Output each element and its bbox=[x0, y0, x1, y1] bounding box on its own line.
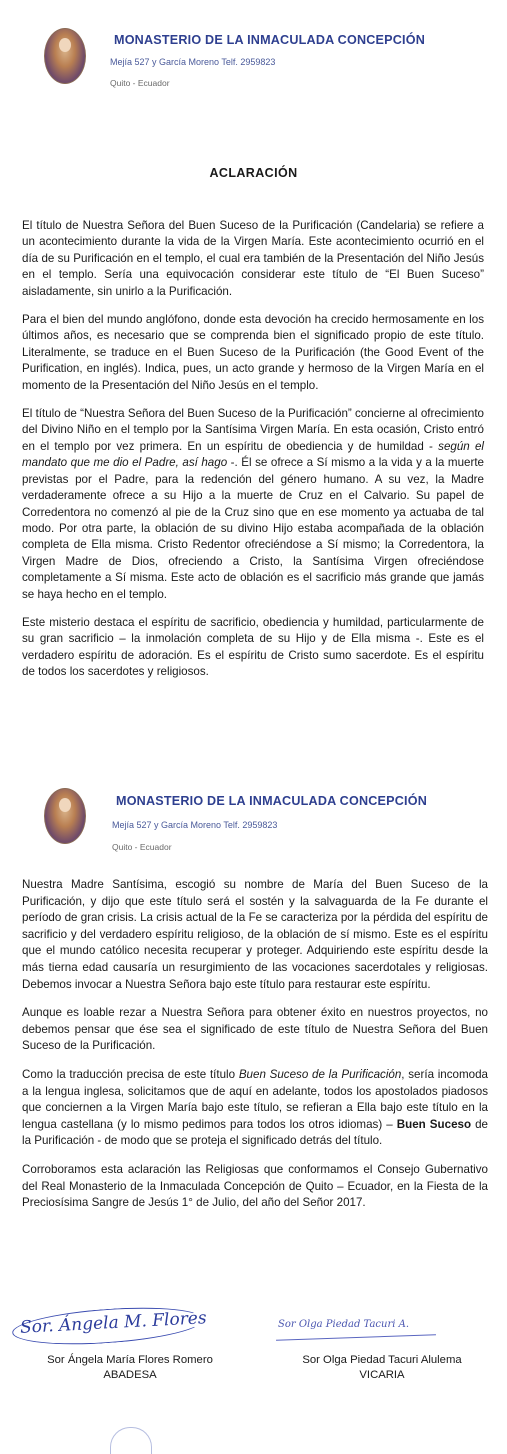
handwritten-signature: Sor Olga Piedad Tacuri A. bbox=[262, 1305, 502, 1345]
monastery-seal-icon bbox=[44, 788, 86, 844]
page-2 bbox=[0, 760, 507, 1440]
signature-vicaria bbox=[262, 1305, 502, 1383]
signatory-name: Sor Olga Piedad Tacuri Alulema bbox=[302, 1354, 462, 1366]
letterhead-city: Quito - Ecuador bbox=[112, 842, 172, 852]
handwritten-signature: Sor. Ángela M. Flores bbox=[10, 1305, 250, 1345]
letterhead bbox=[0, 0, 507, 100]
letterhead-name: MONASTERIO DE LA INMACULADA CONCEPCIÓN bbox=[116, 794, 428, 808]
monastery-seal-icon bbox=[44, 28, 86, 84]
page-2-body bbox=[22, 877, 488, 1224]
signatory-role: ABADESA bbox=[103, 1369, 157, 1381]
signature-abadesa bbox=[10, 1305, 250, 1383]
letterhead-address: Mejía 527 y García Moreno Telf. 2959823 bbox=[112, 820, 278, 830]
letterhead-address: Mejía 527 y García Moreno Telf. 2959823 bbox=[110, 57, 276, 67]
signatory-name: Sor Ángela María Flores Romero bbox=[47, 1354, 213, 1366]
letterhead-name: MONASTERIO DE LA INMACULADA CONCEPCIÓN bbox=[114, 33, 426, 47]
signatory-role: VICARIA bbox=[359, 1369, 405, 1381]
italic-quote: según el mandato que me dio el Padre, así hago bbox=[22, 439, 484, 470]
paragraph: Aunque es loable rezar a Nuestra Señora para obtener éxito en nuestros proyectos, no debemos pensar que ése sea el significado de este título de Nuestra Señora del Buen Suceso de la Purificación. bbox=[22, 1006, 488, 1053]
signature-block bbox=[0, 1305, 507, 1435]
paragraph: Para el bien del mundo anglófono, donde esta devoción ha crecido hermosamente en los últimos años, es necesario que se comprenda bien el significado propio de este título. Literalmente, se traduce en el Buen Suceso de la Purificación (the Good Event of the Purification, en inglés). Indica, pues, un acto grande y hermoso de la Virgen María en el momento de la Presentación del Niño Jesús en el templo. bbox=[22, 313, 484, 392]
document-title: ACLARACIÓN bbox=[209, 166, 298, 180]
paragraph: El título de “Nuestra Señora del Buen Suceso de la Purificación” concierne al ofrecimiento del Divino Niño en el templo por la Santísima Virgen María. En esta ocasión, Cristo entró en el templo por vez primera. En un espíritu de obediencia y de humildad - según el mandato que me dio el Padre, así hago -. Él se ofrece a Sí mismo a la vida y a la muerte previstas por el Padre, para la redención del género humano. A su vez, la Madre verdaderamente ofrece a su Hijo a la muerte de Cruz en el Calvario. Su papel de Corredentora no comenzó al pie de la Cruz sino que en ese momento ya actuaba de tal modo. Por otra parte, la oblación de su divino Hijo estaba acompañada de la oblación completa de Ella misma. Cristo Redentor ofreciéndose a Sí mismo; la Corredentora, la Virgen Madre de Dios, ofreciendo a Cristo, la Santísima Virgen ofreciéndose completamente a Sí misma. Este acto de oblación es el sacrificio más grande que jamás se haya hecho en el templo. bbox=[22, 407, 484, 601]
italic-title: Buen Suceso de la Purificación bbox=[238, 1067, 402, 1081]
page-1-body bbox=[22, 218, 484, 693]
bold-title: Buen Suceso bbox=[396, 1117, 472, 1131]
letterhead-city: Quito - Ecuador bbox=[110, 78, 170, 88]
paragraph: El título de Nuestra Señora del Buen Suceso de la Purificación (Candelaria) se refiere a un acontecimiento durante la vida de la Virgen María. Este acontecimiento ocurrió en el día de su Purificación en el templo, el cual era también de la Presentación del Niño Jesús en el templo. Sería una equivocación considerar este título de “El Buen Suceso” aisladamente, sin unirlo a la Purificación. bbox=[22, 219, 484, 298]
paragraph: Como la traducción precisa de este título Buen Suceso de la Purificación, sería incomoda a la lengua inglesa, solicitamos que de aquí en adelante, todos los apostolados piadosos que conciernen a la Virgen María bajo este título, se refieran a Ella bajo este título en la lengua castellana (y lo mismo pedimos para todos los otros idiomas) – Buen Suceso de la Purificación - de modo que se proteja el significado detrás del título. bbox=[22, 1067, 489, 1148]
letterhead bbox=[0, 760, 507, 860]
paragraph: Este misterio destaca el espíritu de sacrificio, obediencia y humildad, particularmente de su gran sacrificio – la inmolación completa de su Hijo y de Ella misma -. Este es el verdadero espíritu de adoración. Es el espíritu de Cristo sumo sacerdote. Es el espíritu de todos los sacerdotes y religiosos. bbox=[22, 615, 484, 679]
paragraph: Nuestra Madre Santísima, escogió su nombre de María del Buen Suceso de la Purificación, y dijo que este título será el sostén y la salvaguarda de la Fe durante el período de gran crisis. La crisis actual de la Fe se caracteriza por la pérdida del espíritu de sacrificio y del verdadero espíritu religioso, de la oblación de sí mismo. Este es el espíritu que el mundo católico necesita recuperar y proteger. Adquiriendo este espíritu desde la más tierna edad causaría un resurgimiento de las vocaciones sacerdotales y religiosas. Debemos invocar a Nuestra Señora bajo este título para restaurar este espíritu. bbox=[22, 878, 488, 991]
paragraph: Corroboramos esta aclaración las Religiosas que conformamos el Consejo Gubernativo del Real Monasterio de la Inmaculada Concepción de Quito – Ecuador, en la Fiesta de la Preciosísima Sangre de Jesús 1° de Julio, del año del Señor 2017. bbox=[22, 1162, 488, 1210]
